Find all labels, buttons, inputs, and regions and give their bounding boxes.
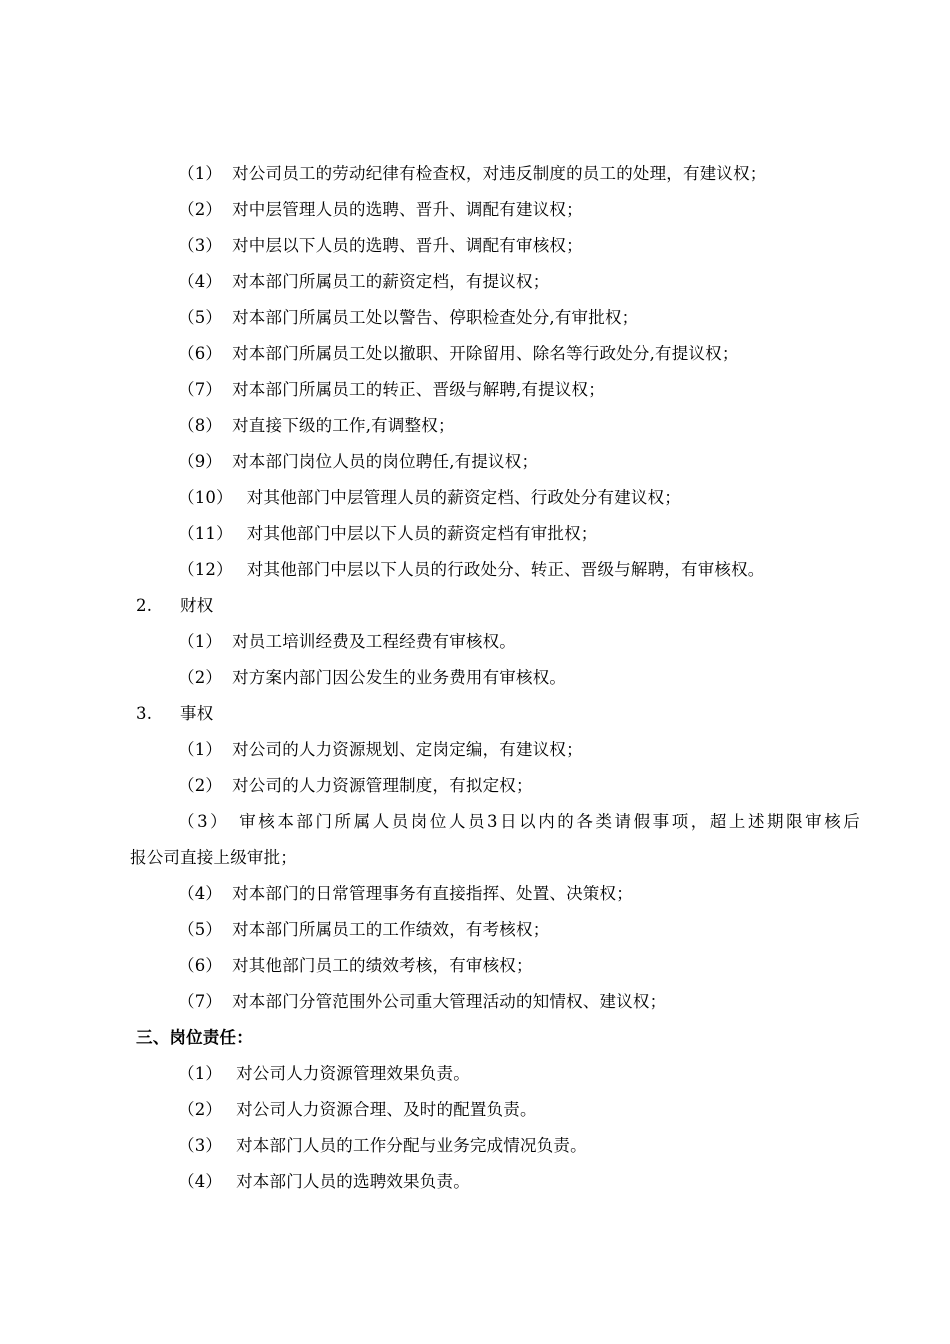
- item-number: （8）: [178, 416, 223, 435]
- list-item: [178, 162, 767, 186]
- item-number: （2）: [178, 776, 223, 795]
- section-title: 财权: [180, 596, 214, 615]
- list-item: [178, 954, 533, 978]
- item-text: 审核本部门所属人员岗位人员3日以内的各类请假事项，超上述期限审核后: [239, 812, 860, 831]
- item-number: （9）: [178, 452, 223, 471]
- list-item: [178, 270, 549, 294]
- item-number: （1）: [178, 164, 223, 183]
- item-text: 对公司的人力资源管理制度，有拟定权；: [232, 776, 533, 795]
- item-number: （5）: [178, 308, 223, 327]
- list-item: [178, 882, 633, 906]
- item-text: 对其他部门中层以下人员的薪资定档有审批权；: [246, 524, 598, 543]
- item-number: （4）: [178, 1172, 223, 1191]
- list-item: [178, 234, 583, 258]
- item-text: 对公司人力资源管理效果负责。: [236, 1064, 470, 1083]
- item-text: 对方案内部门因公发生的业务费用有审核权。: [232, 668, 567, 687]
- item-text: 对直接下级的工作,有调整权；: [232, 416, 455, 435]
- list-item: [178, 450, 538, 474]
- item-number: （2）: [178, 668, 223, 687]
- item-number: （6）: [178, 956, 223, 975]
- list-item: [178, 1170, 470, 1194]
- section-heading-responsibilities: 三、岗位责任：: [136, 1028, 253, 1047]
- section-title: 事权: [180, 704, 214, 723]
- item-text: 对公司的人力资源规划、定岗定编，有建议权；: [232, 740, 583, 759]
- item-number: （5）: [178, 920, 223, 939]
- item-number: （1）: [178, 740, 223, 759]
- item-text: 对中层管理人员的选聘、晋升、调配有建议权；: [232, 200, 583, 219]
- section-number: 3.: [136, 704, 153, 723]
- item-text: 对本部门所属员工处以撤职、开除留用、除名等行政处分,有提议权；: [232, 344, 739, 363]
- list-item: [178, 486, 681, 510]
- item-text: 对本部门的日常管理事务有直接指挥、处置、决策权；: [232, 884, 633, 903]
- list-item: [178, 378, 605, 402]
- item-text: 对本部门岗位人员的岗位聘任,有提议权；: [232, 452, 539, 471]
- item-number: （11）: [178, 524, 233, 543]
- item-text: 对其他部门中层以下人员的行政处分、转正、晋级与解聘，有审核权。: [246, 560, 765, 579]
- item-number: （3）: [178, 1136, 223, 1155]
- list-item: [178, 198, 583, 222]
- list-item-continuation: [130, 846, 297, 870]
- item-text: 对其他部门员工的绩效考核，有审核权；: [232, 956, 533, 975]
- list-item: [178, 1134, 587, 1158]
- item-text: 对本部门人员的工作分配与业务完成情况负责。: [236, 1136, 587, 1155]
- item-text: 对公司人力资源合理、及时的配置负责。: [236, 1100, 537, 1119]
- item-text: 对员工培训经费及工程经费有审核权。: [232, 632, 517, 651]
- list-item: [178, 1062, 470, 1086]
- item-text: 对中层以下人员的选聘、晋升、调配有审核权；: [232, 236, 583, 255]
- section-number: 2.: [136, 596, 153, 615]
- item-text: 报公司直接上级审批；: [130, 848, 297, 867]
- item-number: （6）: [178, 344, 223, 363]
- section-heading: [136, 702, 213, 726]
- item-number: （10）: [178, 488, 233, 507]
- list-item: [178, 558, 765, 582]
- item-number: （4）: [178, 272, 223, 291]
- item-text: 对本部门所属员工处以警告、停职检查处分,有审批权；: [232, 308, 639, 327]
- item-number: （1）: [178, 1064, 223, 1083]
- list-item: [178, 666, 566, 690]
- list-item: [178, 990, 666, 1014]
- item-number: （3）: [178, 812, 230, 831]
- item-number: （3）: [178, 236, 223, 255]
- item-number: （2）: [178, 1100, 223, 1119]
- list-item: [178, 522, 598, 546]
- item-text: 对公司员工的劳动纪律有检查权，对违反制度的员工的处理，有建议权；: [232, 164, 767, 183]
- section-heading: [136, 594, 213, 618]
- item-text: 对本部门分管范围外公司重大管理活动的知情权、建议权；: [232, 992, 667, 1011]
- item-number: （12）: [178, 560, 233, 579]
- list-item: [178, 810, 860, 834]
- list-item: [178, 342, 739, 366]
- list-item: [178, 414, 455, 438]
- item-text: 对其他部门中层管理人员的薪资定档、行政处分有建议权；: [246, 488, 681, 507]
- item-number: （7）: [178, 992, 223, 1011]
- item-number: （4）: [178, 884, 223, 903]
- list-item: [178, 918, 549, 942]
- list-item: [178, 306, 638, 330]
- item-text: 对本部门所属员工的薪资定档，有提议权；: [232, 272, 550, 291]
- list-item: [178, 774, 533, 798]
- item-number: （2）: [178, 200, 223, 219]
- item-text: 对本部门所属员工的转正、晋级与解聘,有提议权；: [232, 380, 605, 399]
- list-item: [178, 1098, 537, 1122]
- list-item: [178, 738, 583, 762]
- item-number: （1）: [178, 632, 223, 651]
- list-item: [178, 630, 516, 654]
- item-text: 对本部门所属员工的工作绩效，有考核权；: [232, 920, 550, 939]
- item-number: （7）: [178, 380, 223, 399]
- item-text: 对本部门人员的选聘效果负责。: [236, 1172, 470, 1191]
